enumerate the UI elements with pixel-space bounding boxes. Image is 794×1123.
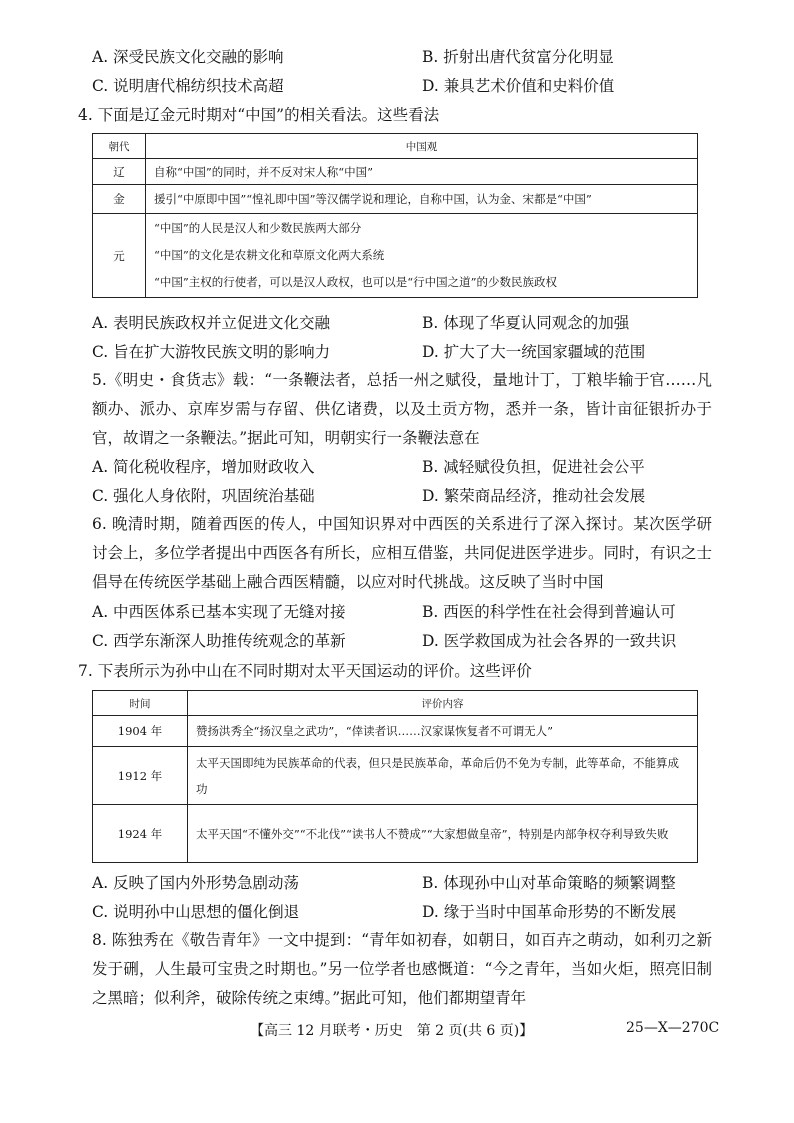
q6-option-c: C. 西学东渐深人助推传统观念的革新 (92, 632, 346, 650)
q6-stem: 6. 晚清时期，随着西医的传人，中国知识界对中西医的关系进行了深入探讨。某次医学研讨会上，多位学者提出中西医各有所长，应相互借鉴，共同促进医学进步。同时，有识之士倡导在传统医学基础上融合西医精髓，以应对时代挑战。这反映了当时中国 (92, 515, 713, 591)
q5-option-c: C. 强化人身依附，巩固统治基础 (92, 487, 315, 505)
q6-option-d: D. 医学救国成为社会各界的一致共识 (422, 632, 677, 650)
q5-option-d: D. 繁荣商品经济，推动社会发展 (422, 487, 646, 505)
page-footer: 【高三 12 月联考・历史 第 2 页(共 6 页)】 (250, 1023, 534, 1039)
q4-option-d: D. 扩大了大一统国家疆域的范围 (422, 343, 646, 361)
q6-option-a: A. 中西医体系已基本实现了无缝对接 (92, 603, 346, 621)
q8-stem: 8. 陈独秀在《敬告青年》一文中提到：“青年如初春，如朝日，如百卉之萌动，如利刃之新发于硎，人生最可宝贵之时期也。”另一位学者也感慨道：“今之青年，当如火炬，照亮旧制之黑暗；似利斧，破除传统之束缚。”据此可知，他们都期望青年 (92, 931, 712, 1007)
q4-header-view: 中国观 (146, 134, 698, 159)
q7-table (92, 690, 698, 863)
q4-view-line: “中国”的文化是农耕文化和草原文化两大系统 (154, 248, 385, 262)
q7-content-cell: 太平天国即纯为民族革命的代表，但只是民族革命，革命后仍不免为专制，此等革命，不能算成功 (188, 747, 698, 805)
q4-view-cell: 援引“中原即中国”“惶礼即中国”等汉儒学说和理论，自称中国，认为金、宋都是“中国” (146, 185, 698, 214)
q7-year-cell: 1924 年 (93, 805, 188, 863)
q4-dynasty-cell: 元 (93, 214, 146, 298)
q4-dynasty-cell: 辽 (93, 159, 146, 185)
q5-option-a: A. 简化税收程序，增加财政收入 (92, 458, 315, 476)
q3-option-a: A. 深受民族文化交融的影响 (92, 48, 284, 66)
q7-option-a: A. 反映了国内外形势急剧动荡 (92, 874, 300, 892)
q4-option-a: A. 表明民族政权并立促进文化交融 (92, 314, 331, 332)
q4-dynasty-cell: 金 (93, 185, 146, 214)
q7-header-time: 时间 (93, 691, 188, 716)
q7-year-cell: 1912 年 (93, 747, 188, 805)
q3-option-c: C. 说明唐代棉纺织技术高超 (92, 77, 284, 95)
q7-content-cell: 赞扬洪秀全“扬汉皇之武功”，“倖读者识……汉家谋恢复者不可谓无人” (188, 716, 698, 747)
q4-view-cell (146, 214, 698, 298)
q3-option-d: D. 兼具艺术价值和史料价值 (422, 77, 615, 95)
q4-option-b: B. 体现了华夏认同观念的加强 (422, 314, 630, 332)
q7-option-d: D. 缘于当时中国革命形势的不断发展 (422, 903, 677, 921)
q7-stem: 7. 下表所示为孙中山在不同时期对太平天国运动的评价。这些评价 (78, 662, 532, 680)
q4-stem: 4. 下面是辽金元时期对“中国”的相关看法。这些看法 (78, 106, 440, 124)
q7-year-cell: 1904 年 (93, 716, 188, 747)
q7-header-content: 评价内容 (188, 691, 698, 716)
q5-option-b: B. 减轻赋役负担，促进社会公平 (422, 458, 645, 476)
q4-header-dynasty: 朝代 (93, 134, 146, 159)
q4-view-line: “中国”的人民是汉人和少数民族两大部分 (154, 221, 362, 235)
q3-option-b: B. 折射出唐代贫富分化明显 (422, 48, 614, 66)
exam-code: 25—X—270C (626, 1020, 720, 1036)
q5-stem: 5.《明史・食货志》载：“一条鞭法者，总括一州之赋役，量地计丁，丁粮毕输于官……凡额办、派办、京库岁需与存留、供亿诸费，以及土贡方物，悉并一条，皆计亩征银折办于官，故谓之一条鞭法。”据此可知，明朝实行一条鞭法意在 (92, 371, 712, 447)
q7-option-c: C. 说明孙中山思想的僵化倒退 (92, 903, 300, 921)
q7-content-cell: 太平天国“不懂外交”“不北伐”“读书人不赞成”“大家想做皇帝”，特别是内部争权夺利导致失败 (188, 805, 698, 863)
q4-view-cell: 自称“中国”的同时，并不反对宋人称“中国” (146, 159, 698, 185)
q6-option-b: B. 西医的科学性在社会得到普遍认可 (422, 603, 676, 621)
q4-option-c: C. 旨在扩大游牧民族文明的影响力 (92, 343, 331, 361)
q4-table (92, 133, 698, 298)
q4-view-line: “中国”主权的行使者，可以是汉人政权，也可以是“行中国之道”的少数民族政权 (154, 275, 558, 289)
q7-option-b: B. 体现孙中山对革命策略的频繁调整 (422, 874, 676, 892)
